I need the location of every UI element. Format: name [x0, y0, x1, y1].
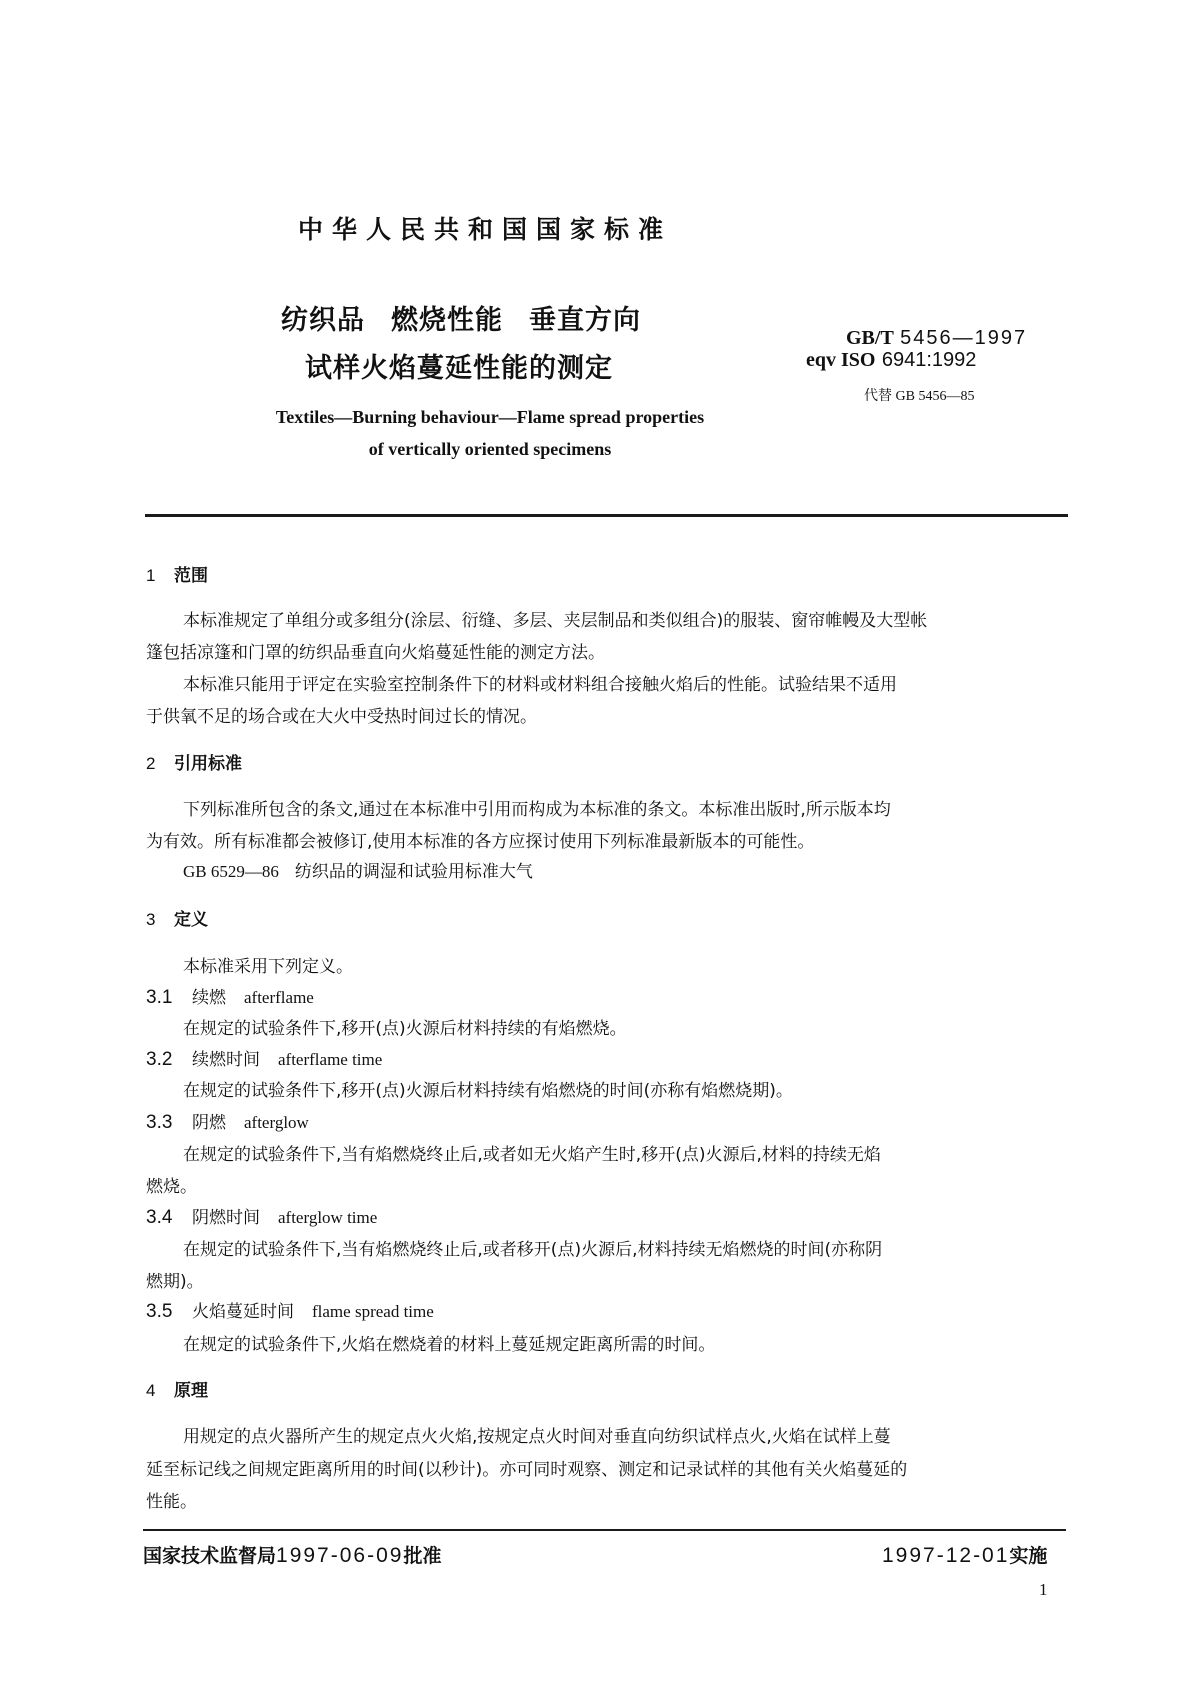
term-3-4: [146, 1208, 377, 1228]
section-number: 3: [146, 910, 156, 929]
national-standard-heading: 中华人民共和国国家标准: [298, 215, 673, 244]
reference-code: GB 6529—86: [183, 862, 279, 881]
chinese-title-line-2: 试样火焰蔓延性能的测定: [305, 353, 613, 384]
equivalent-prefix: eqv ISO: [806, 349, 876, 371]
english-title-line-1: Textiles—Burning behaviour—Flame spread properties: [275, 407, 705, 427]
term-3-2: [146, 1050, 382, 1070]
page-number: 1: [1039, 1580, 1048, 1599]
term-english: afterflame time: [278, 1050, 383, 1069]
term-chinese: 火焰蔓延时间: [192, 1302, 294, 1322]
term-english: flame spread time: [312, 1302, 434, 1321]
term-3-3-definition-line-2: 燃烧。: [146, 1177, 197, 1197]
section-title: 定义: [174, 910, 208, 930]
english-title-line-2: of vertically oriented specimens: [368, 439, 612, 459]
title-part-textiles: 纺织品: [281, 305, 365, 336]
section-2-paragraph-line-2: 为有效。所有标准都会被修订,使用本标准的各方应探讨使用下列标准最新版本的可能性。: [146, 832, 815, 852]
footer-divider: [143, 1529, 1066, 1531]
normative-reference: [183, 862, 533, 882]
title-part-burning: 燃烧性能: [391, 305, 503, 336]
term-chinese: 续燃: [192, 988, 226, 1008]
term-english: afterglow: [244, 1113, 309, 1132]
section-1-paragraph-2-line-2: 于供氧不足的场合或在大火中受热时间过长的情况。: [146, 707, 537, 727]
replaces-standard: 代替 GB 5456—85: [864, 389, 975, 404]
term-english: afterglow time: [278, 1208, 378, 1227]
standard-prefix: GB/T: [846, 327, 894, 349]
approval-date: 1997-06-09: [276, 1544, 404, 1567]
section-title: 范围: [174, 566, 208, 586]
section-2-heading: [146, 754, 242, 774]
term-number: 3.4: [146, 1207, 173, 1228]
section-1-heading: [146, 566, 208, 586]
term-number: 3.1: [146, 987, 173, 1008]
approving-authority: 国家技术监督局: [143, 1545, 277, 1567]
section-number: 2: [146, 754, 156, 773]
section-title: 原理: [174, 1381, 208, 1401]
term-3-5: [146, 1302, 434, 1322]
reference-title: 纺织品的调湿和试验用标准大气: [294, 862, 533, 882]
term-3-1-definition: 在规定的试验条件下,移开(点)火源后材料持续的有焰燃烧。: [183, 1019, 627, 1039]
title-part-vertical: 垂直方向: [529, 305, 641, 336]
section-2-paragraph-line-1: 下列标准所包含的条文,通过在本标准中引用而构成为本标准的条文。本标准出版时,所示版本均: [183, 800, 891, 820]
effective-line: [882, 1541, 1047, 1568]
section-1-paragraph-2-line-1: 本标准只能用于评定在实验室控制条件下的材料或材料组合接触火焰后的性能。试验结果不适用: [183, 675, 897, 695]
term-chinese: 续燃时间: [192, 1050, 260, 1070]
term-3-3-definition-line-1: 在规定的试验条件下,当有焰燃烧终止后,或者如无火焰产生时,移开(点)火源后,材料的持续无焰: [183, 1145, 881, 1165]
standard-code: 5456—1997: [900, 327, 1028, 349]
section-3-heading: [146, 910, 208, 930]
term-chinese: 阴燃: [192, 1113, 226, 1133]
header-divider: [145, 514, 1068, 517]
effective-label: 实施: [1009, 1545, 1048, 1567]
term-3-1: [146, 988, 314, 1008]
term-chinese: 阴燃时间: [192, 1208, 260, 1228]
section-4-heading: [146, 1381, 208, 1401]
section-4-paragraph-line-3: 性能。: [146, 1492, 197, 1512]
section-title: 引用标准: [174, 754, 242, 774]
term-number: 3.5: [146, 1301, 173, 1322]
section-number: 4: [146, 1381, 156, 1400]
section-3-intro: 本标准采用下列定义。: [183, 957, 353, 977]
term-3-2-definition: 在规定的试验条件下,移开(点)火源后材料持续有焰燃烧的时间(亦称有焰燃烧期)。: [183, 1081, 793, 1101]
section-1-paragraph-1-line-2: 篷包括凉篷和门罩的纺织品垂直向火焰蔓延性能的测定方法。: [146, 643, 605, 663]
term-number: 3.2: [146, 1049, 173, 1070]
term-3-4-definition-line-1: 在规定的试验条件下,当有焰燃烧终止后,或者移开(点)火源后,材料持续无焰燃烧的时间(亦称阴: [183, 1240, 883, 1260]
effective-date: 1997-12-01: [882, 1544, 1010, 1567]
term-number: 3.3: [146, 1112, 173, 1133]
term-3-3: [146, 1113, 309, 1133]
term-3-5-definition: 在规定的试验条件下,火焰在燃烧着的材料上蔓延规定距离所需的时间。: [183, 1335, 716, 1355]
chinese-title-line-1: [281, 298, 641, 337]
section-1-paragraph-1-line-1: 本标准规定了单组分或多组分(涂层、衍缝、多层、夹层制品和类似组合)的服装、窗帘帷幔及大型帐: [183, 611, 928, 631]
term-english: afterflame: [244, 988, 314, 1007]
term-3-4-definition-line-2: 燃期)。: [146, 1272, 204, 1292]
section-number: 1: [146, 566, 156, 585]
approval-line: [143, 1541, 441, 1568]
section-4-paragraph-line-1: 用规定的点火器所产生的规定点火火焰,按规定点火时间对垂直向纺织试样点火,火焰在试样上蔓: [183, 1427, 891, 1447]
equivalent-standard: [806, 347, 976, 372]
section-4-paragraph-line-2: 延至标记线之间规定距离所用的时间(以秒计)。亦可同时观察、测定和记录试样的其他有关火焰蔓延的: [146, 1460, 908, 1480]
approval-label: 批准: [403, 1545, 442, 1567]
equivalent-code: 6941:1992: [881, 349, 977, 371]
